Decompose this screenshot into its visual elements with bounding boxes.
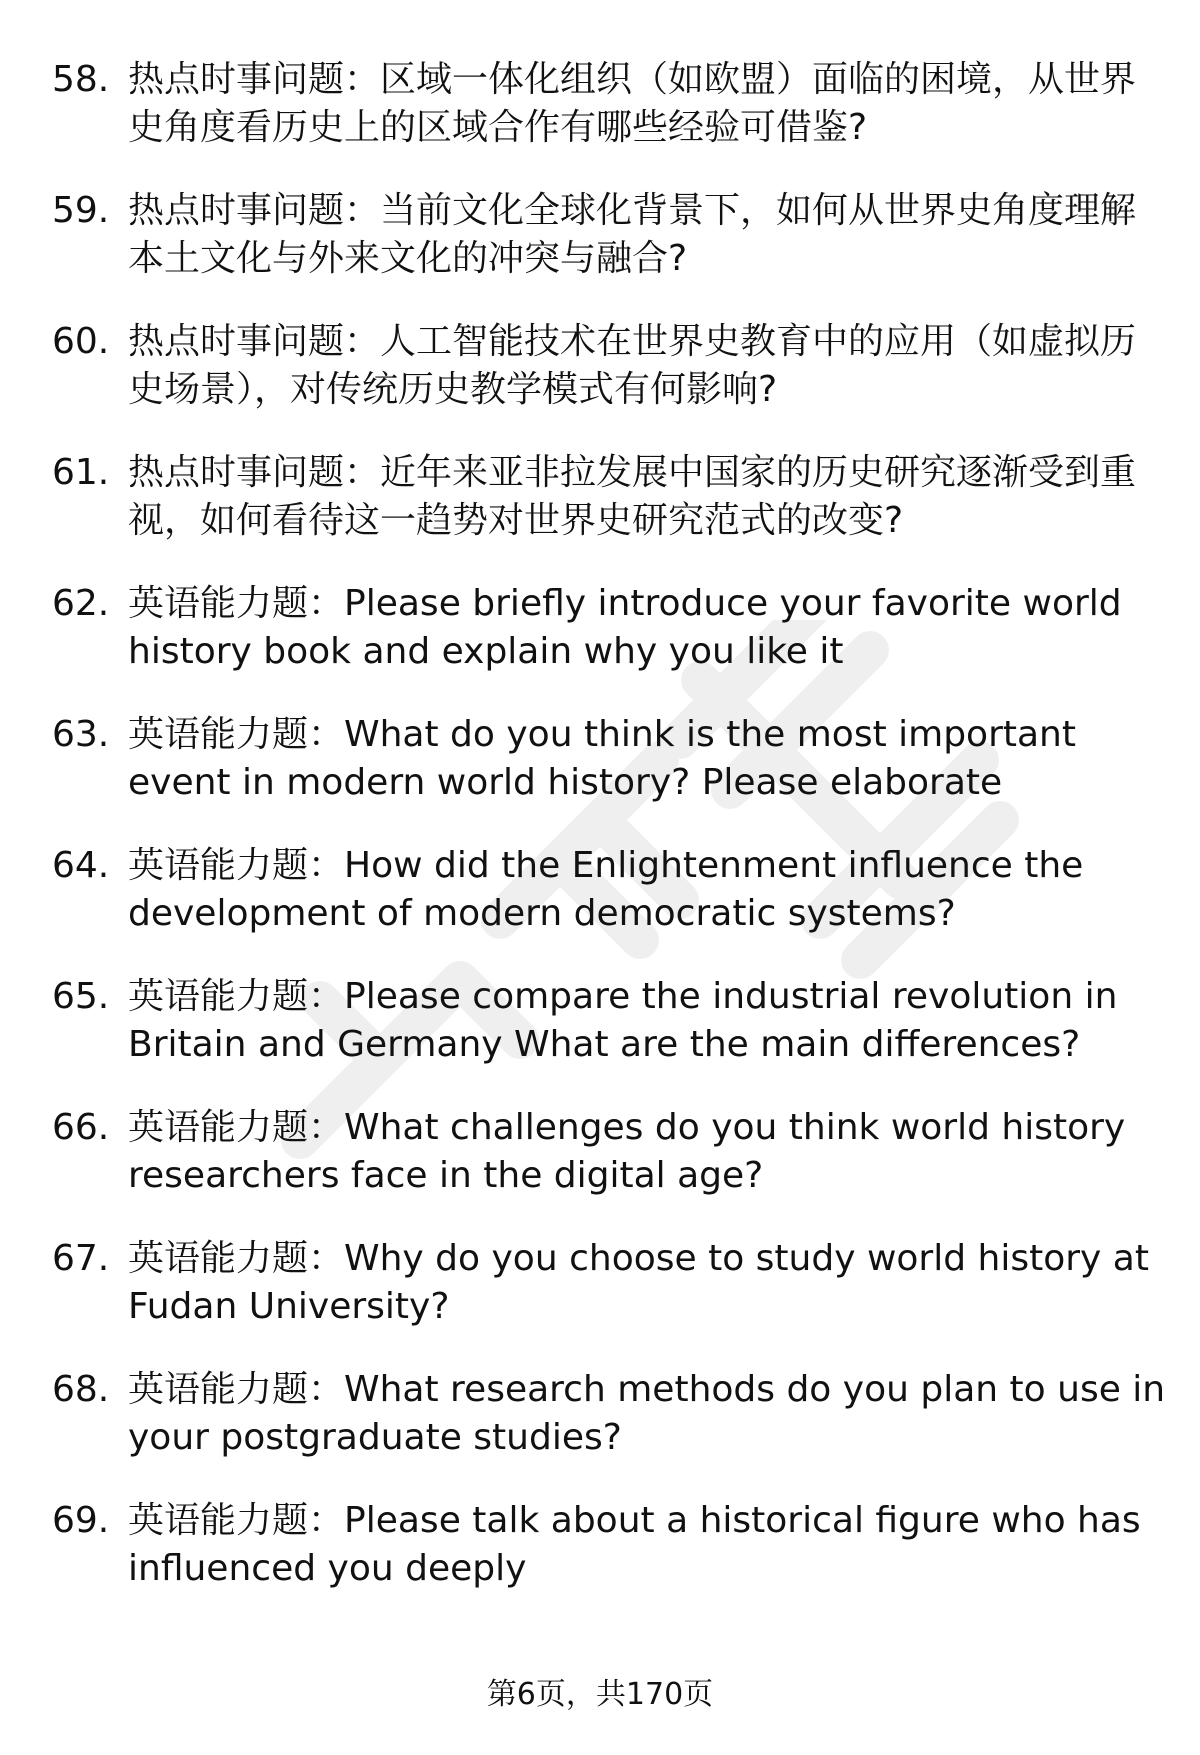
question-item [0, 56, 1200, 187]
question-number: 58. [52, 59, 110, 100]
question-category: 热点时事问题： [128, 190, 381, 231]
page-number: 第6页，共170页 [486, 1677, 714, 1712]
question-category: 英语能力题： [128, 845, 345, 886]
question-body: How did the Enlightenment influence the development of modern democratic systems? [128, 845, 1084, 934]
question-text [128, 449, 1168, 545]
question-number: 62. [52, 583, 110, 624]
question-item [0, 1366, 1200, 1497]
question-item [0, 711, 1200, 842]
question-item [0, 1497, 1200, 1628]
question-number: 68. [52, 1369, 110, 1410]
question-category: 英语能力题： [128, 976, 345, 1017]
question-category: 热点时事问题： [128, 321, 381, 362]
question-text [128, 580, 1168, 676]
question-text [128, 1497, 1168, 1593]
question-text [128, 318, 1168, 414]
question-text [128, 1366, 1168, 1462]
question-body: Please compare the industrial revolution in Britain and Germany What are the main differences? [128, 976, 1118, 1065]
question-body: 近年来亚非拉发展中国家的历史研究逐渐受到重视，如何看待这一趋势对世界史研究范式的改变? [128, 452, 1137, 541]
question-number: 65. [52, 976, 110, 1017]
question-number: 67. [52, 1238, 110, 1279]
question-body: Why do you choose to study world history at Fudan University? [128, 1238, 1149, 1327]
question-list [0, 56, 1200, 1628]
question-item [0, 318, 1200, 449]
question-item [0, 580, 1200, 711]
question-item [0, 1235, 1200, 1366]
question-body: Please talk about a historical figure who has influenced you deeply [128, 1500, 1141, 1589]
question-item [0, 842, 1200, 973]
question-text [128, 973, 1168, 1069]
question-body: What research methods do you plan to use in your postgraduate studies? [128, 1369, 1166, 1458]
question-text [128, 1104, 1168, 1200]
question-category: 英语能力题： [128, 1238, 345, 1279]
question-body: What challenges do you think world history researchers face in the digital age? [128, 1107, 1126, 1196]
question-category: 英语能力题： [128, 583, 345, 624]
question-item [0, 1104, 1200, 1235]
question-category: 英语能力题： [128, 1500, 345, 1541]
question-category: 英语能力题： [128, 1107, 345, 1148]
question-number: 69. [52, 1500, 110, 1541]
question-category: 英语能力题： [128, 1369, 345, 1410]
question-category: 英语能力题： [128, 714, 345, 755]
question-text [128, 56, 1168, 152]
question-body: 人工智能技术在世界史教育中的应用（如虚拟历史场景），对传统历史教学模式有何影响? [128, 321, 1137, 410]
question-item [0, 449, 1200, 580]
question-item [0, 187, 1200, 318]
question-item [0, 973, 1200, 1104]
question-text [128, 842, 1168, 938]
question-number: 66. [52, 1107, 110, 1148]
question-body: Please briefly introduce your favorite world history book and explain why you like it [128, 583, 1122, 672]
question-number: 59. [52, 190, 110, 231]
question-number: 60. [52, 321, 110, 362]
question-body: 区域一体化组织（如欧盟）面临的困境，从世界史角度看历史上的区域合作有哪些经验可借鉴? [128, 59, 1137, 148]
question-text [128, 711, 1168, 807]
question-text [128, 187, 1168, 283]
question-text [128, 1235, 1168, 1331]
question-category: 热点时事问题： [128, 452, 381, 493]
question-number: 63. [52, 714, 110, 755]
question-category: 热点时事问题： [128, 59, 381, 100]
question-number: 61. [52, 452, 110, 493]
question-body: What do you think is the most important event in modern world history? Please elaborate [128, 714, 1076, 803]
question-number: 64. [52, 845, 110, 886]
question-body: 当前文化全球化背景下，如何从世界史角度理解本土文化与外来文化的冲突与融合? [128, 190, 1137, 279]
